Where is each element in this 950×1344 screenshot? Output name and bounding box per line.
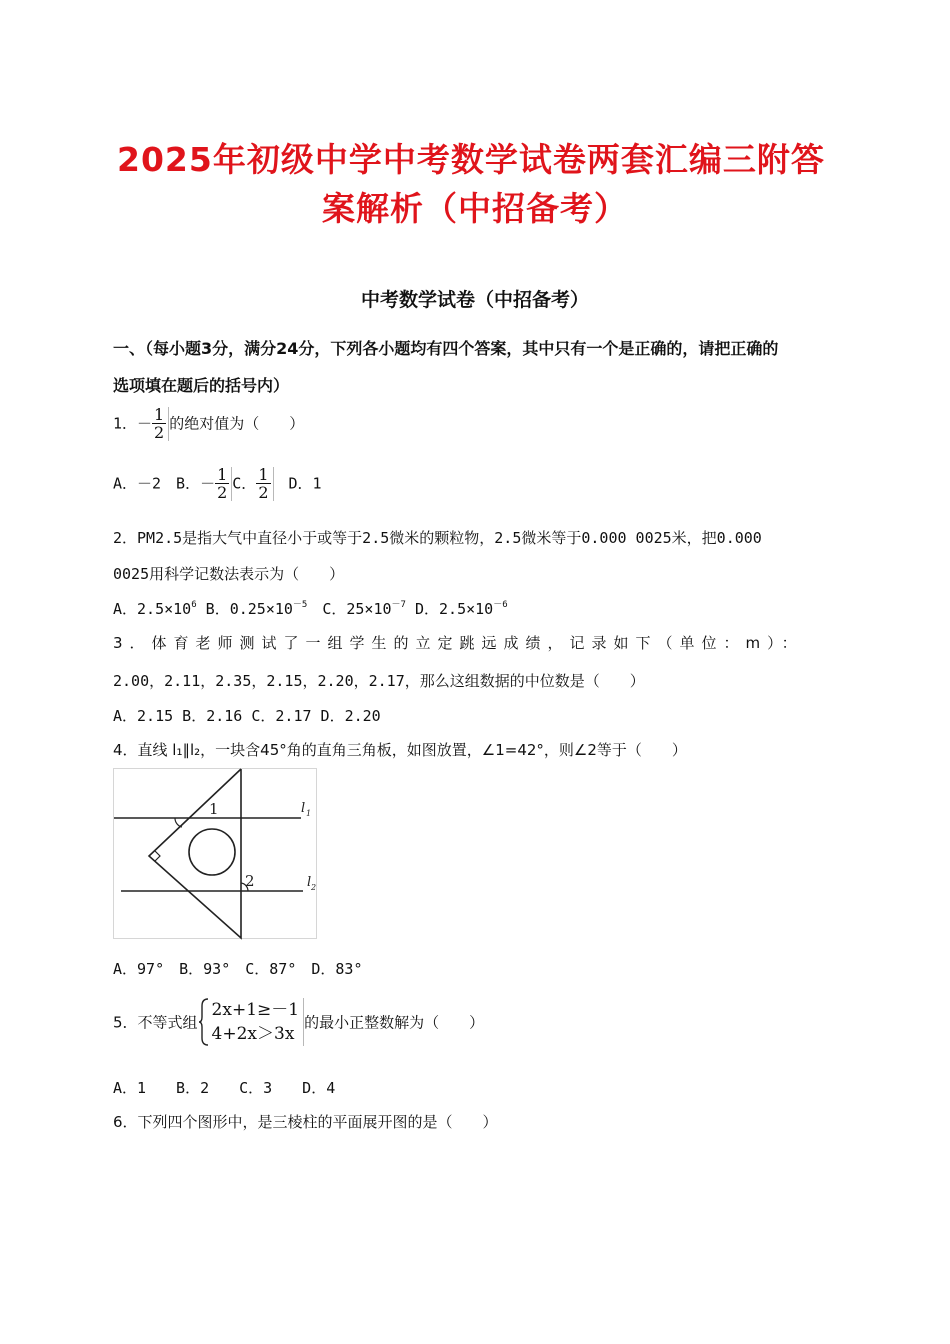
line-l1-label: l	[301, 801, 306, 816]
q2-option-c-exp: －7	[391, 600, 406, 610]
question-4-options: A．97° B．93° C．87° D．83°	[113, 960, 363, 978]
question-2-line2: 0025用科学记数法表示为（ ）	[113, 565, 345, 583]
q1-option-b-fraction	[215, 467, 232, 501]
section-instruction-line1: 一、（每小题3分，满分24分，下列各小题均有四个答案，其中只有一个是正确的，请把正确的	[113, 339, 779, 358]
q1-c-den: 2	[258, 483, 269, 502]
q2-option-a-exp: 6	[191, 600, 197, 610]
exam-subtitle: 中考数学试卷（中招备考）	[360, 289, 589, 311]
q5-inequality-1: 2x+1≥－1	[211, 1000, 300, 1020]
q1-option-c-fraction	[256, 467, 273, 501]
question-1-options	[113, 467, 322, 501]
q1-option-d: D．1	[273, 474, 322, 493]
q5-inequality-2: 4+2x＞3x	[211, 1024, 295, 1044]
q5-prefix: 5．不等式组	[113, 1013, 198, 1032]
brace-icon	[198, 998, 210, 1046]
question-3-line2: 2.00，2.11，2.35，2.15，2.20，2.17，那么这组数据的中位数是（ ）	[113, 672, 645, 690]
question-2-line1: 2．PM2.5是指大气中直径小于或等于2.5微米的颗粒物，2.5微米等于0.000 0025米，把0.000	[113, 529, 762, 547]
question-5	[113, 998, 484, 1046]
question-5-options: A．1 B．2 C．3 D．4	[113, 1079, 336, 1097]
q1-b-den: 2	[217, 483, 228, 502]
q1-frac-num: 1	[154, 405, 165, 424]
q2-option-b-exp: －5	[292, 600, 308, 610]
q1-c-num: 1	[258, 465, 269, 484]
q5-suffix: 的最小正整数解为（ ）	[304, 1013, 485, 1032]
question-6-stem: 6．下列四个图形中，是三棱柱的平面展开图的是（ ）	[113, 1113, 498, 1131]
angle-2-label: 2	[245, 872, 255, 890]
line-l2-label: l	[307, 875, 312, 890]
question-1	[113, 407, 304, 441]
page-title-line1: 2025年初级中学中考数学试卷两套汇编三附答	[117, 140, 825, 179]
question-3-line1: 3．体育老师测试了一组学生的立定跳远成绩，记录如下（单位：m）：	[113, 634, 804, 652]
q2-option-d-exp: －6	[493, 600, 508, 610]
page-title-line2: 案解析（中招备考）	[322, 189, 628, 228]
question-3-options: A．2.15 B．2.16 C．2.17 D．2.20	[113, 707, 381, 725]
q4-figure	[113, 768, 318, 940]
q1-b-num: 1	[217, 465, 228, 484]
q1-prefix: 1．－	[113, 414, 153, 433]
q2-option-a: A．2.5×10	[113, 600, 192, 618]
q1-frac-den: 2	[154, 423, 165, 442]
q1-fraction	[152, 407, 169, 441]
q1-option-c: C．	[232, 474, 257, 493]
line-l2-sub: 2	[311, 883, 317, 892]
q5-inequality-system	[198, 998, 305, 1046]
q2-option-c: C．25×10	[307, 600, 392, 618]
question-4-stem: 4．直线 l₁∥l₂，一块含45°角的直角三角板，如图放置，∠1=42°，则∠2等于（ ）	[113, 741, 687, 759]
angle-1-label: 1	[209, 800, 219, 818]
question-2-options	[113, 597, 508, 619]
q1-suffix: 的绝对值为（ ）	[169, 414, 305, 433]
line-l1-sub: 1	[306, 809, 312, 818]
section-instruction-line2: 选项填在题后的括号内）	[113, 376, 290, 395]
q2-option-d: D．2.5×10	[405, 600, 494, 618]
q2-option-b: B．0.25×10	[196, 600, 293, 618]
q1-option-ab: A．－2 B．－	[113, 474, 216, 493]
